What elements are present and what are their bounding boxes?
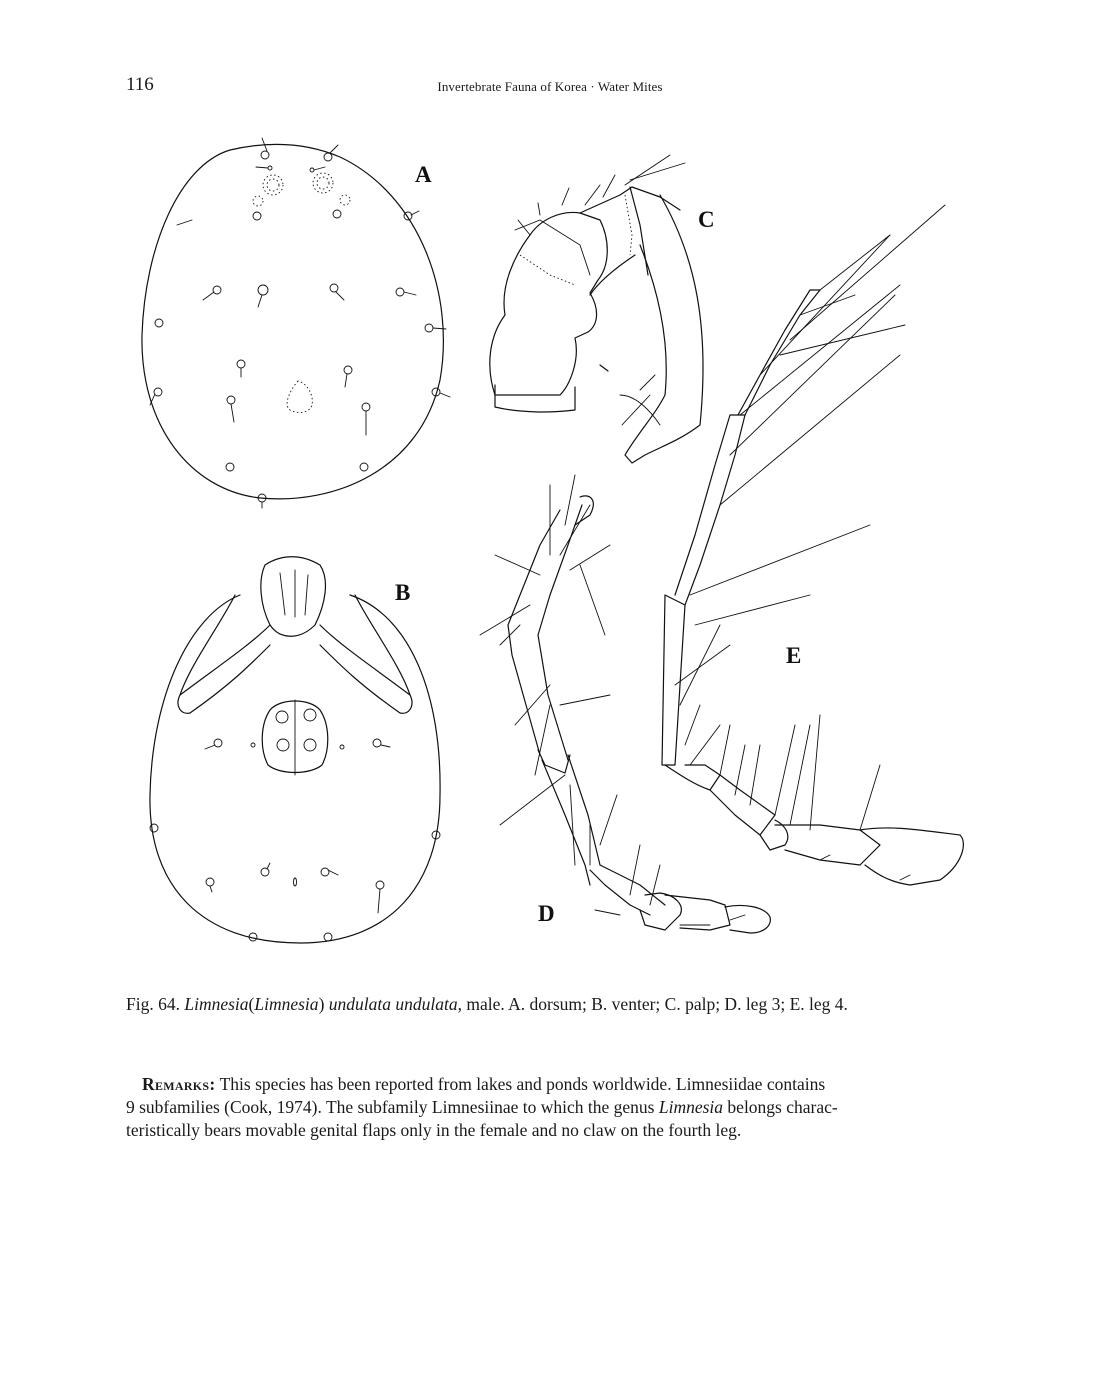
caption-genus: Limnesia (184, 994, 249, 1014)
panel-label-c: C (698, 207, 715, 232)
caption-subgenus-close: ) (318, 994, 325, 1014)
panel-e-leg4 (662, 205, 963, 885)
remarks-line-1-text: This species has been reported from lakes and ponds worldwide. Limnesiidae contains (219, 1074, 826, 1094)
figure-64 (120, 125, 1000, 965)
panel-c-palp (490, 155, 715, 463)
caption-subgenus: Limnesia (254, 994, 319, 1014)
panel-d-leg3 (480, 475, 770, 933)
figure-caption (126, 994, 986, 1015)
remarks-paragraph (126, 1073, 978, 1142)
panel-b-venter (150, 557, 440, 943)
figure-drawing (120, 125, 1000, 965)
remarks-line-2-end: belongs charac- (727, 1097, 838, 1117)
remarks-line-1 (126, 1073, 978, 1096)
caption-subgenus-open: ( (248, 994, 255, 1014)
panel-label-d: D (538, 901, 555, 926)
remarks-line-3: teristically bears movable genital flaps only in the female and no claw on the fourth leg. (126, 1120, 742, 1140)
page-number: 116 (126, 74, 154, 95)
panel-label-a: A (415, 162, 432, 187)
panel-a-dorsum (142, 138, 450, 508)
caption-fig-number: Fig. 64. (126, 994, 180, 1014)
caption-text: , male. A. dorsum; B. venter; C. palp; D. leg 3; E. leg 4. (457, 994, 848, 1014)
running-title: Invertebrate Fauna of Korea · Water Mites (437, 79, 663, 94)
remarks-line-2-text: 9 subfamilies (Cook, 1974). The subfamily Limnesiinae to which the genus (126, 1097, 655, 1117)
remarks-heading: Remarks: (142, 1074, 216, 1094)
remarks-line-2 (126, 1096, 978, 1119)
panel-label-e: E (786, 643, 802, 668)
caption-species: undulata undulata (328, 994, 458, 1014)
panel-label-b: B (395, 580, 411, 605)
remarks-genus: Limnesia (658, 1097, 724, 1117)
